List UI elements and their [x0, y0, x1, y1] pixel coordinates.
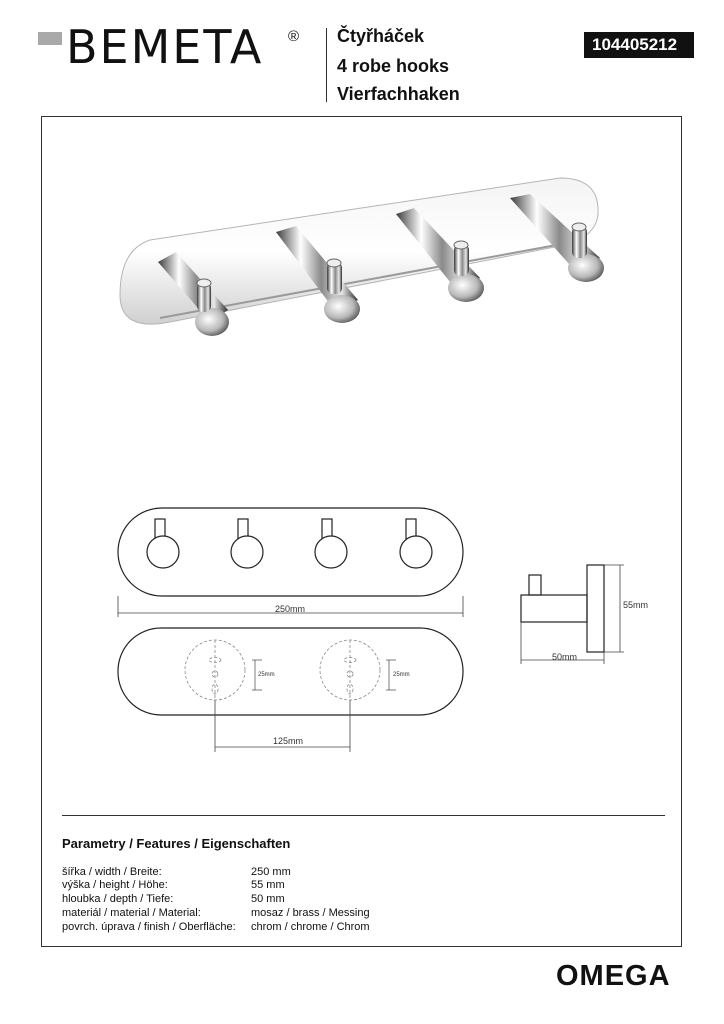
- front-hook-3: [315, 519, 347, 568]
- series-name: OMEGA: [556, 960, 671, 992]
- mounting-plate-right: [320, 640, 380, 700]
- registered-mark: ®: [288, 28, 300, 45]
- front-hook-2: [231, 519, 263, 568]
- front-hook-1: [147, 519, 179, 568]
- spec-value-depth: 50 mm: [251, 893, 285, 905]
- brand-logo: BEMETA: [66, 20, 264, 74]
- spec-label-finish: povrch. úprava / finish / Oberfläche:: [62, 921, 236, 933]
- height-label: 55mm: [623, 600, 649, 610]
- title-czech: Čtyřháček: [337, 26, 425, 46]
- product-code: 104405212: [584, 32, 694, 58]
- spec-value-finish: chrom / chrome / Chrom: [251, 921, 370, 933]
- mounting-plate-left: [185, 640, 245, 700]
- product-photo: [120, 178, 604, 336]
- front-hook-4: [400, 519, 432, 568]
- front-view-drawing: [118, 508, 463, 596]
- features-divider: [62, 815, 665, 816]
- hole-right-label: 25mm: [393, 672, 410, 678]
- back-view-drawing: [118, 628, 463, 715]
- spec-label-height: výška / height / Höhe:: [62, 879, 168, 891]
- spec-label-material: materiál / material / Material:: [62, 907, 201, 919]
- title-german: Vierfachhaken: [337, 84, 460, 104]
- hole-spacing-label: 125mm: [273, 736, 304, 746]
- spec-value-height: 55 mm: [251, 879, 285, 891]
- width-label: 250mm: [275, 604, 306, 614]
- depth-label: 50mm: [552, 652, 578, 662]
- spec-value-width: 250 mm: [251, 866, 291, 878]
- spec-label-depth: hloubka / depth / Tiefe:: [62, 893, 174, 905]
- spec-label-width: šířka / width / Breite:: [62, 866, 162, 878]
- title-english: 4 robe hooks: [337, 56, 450, 76]
- side-view-drawing: [521, 565, 604, 652]
- features-title: Parametry / Features / Eigenschaften: [62, 836, 291, 851]
- hole-left-label: 25mm: [258, 672, 275, 678]
- side-dimension-lines: [521, 565, 624, 664]
- spec-value-material: mosaz / brass / Messing: [251, 907, 370, 919]
